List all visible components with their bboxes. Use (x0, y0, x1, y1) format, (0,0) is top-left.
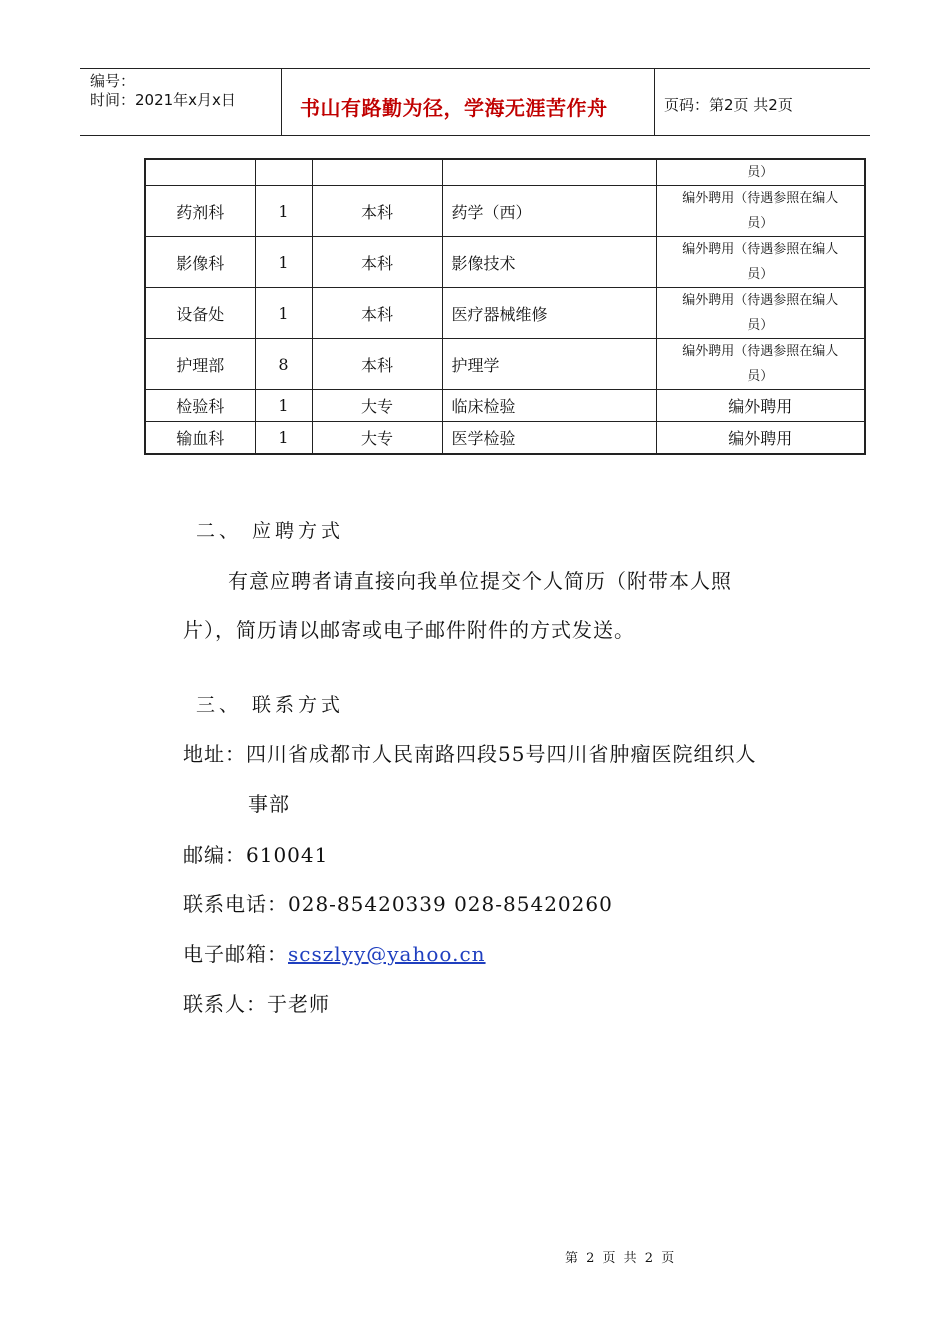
note-line2: 员） (747, 369, 774, 384)
section2-line1: 有意应聘者请直接向我单位提交个人简历（附带本人照 (228, 569, 732, 593)
edu-cell: 本科 (312, 339, 442, 390)
dept-cell: 检验科 (145, 390, 255, 422)
table-row (145, 422, 865, 454)
edu-cell: 本科 (312, 288, 442, 339)
note-cell: 编外聘用 (656, 422, 865, 454)
count-cell: 1 (255, 186, 312, 237)
section2-line2: 片），简历请以邮寄或电子邮件附件的方式发送。 (183, 618, 635, 642)
count-cell: 8 (255, 339, 312, 390)
doc-date: 时间：2021年x月x日 (90, 91, 236, 109)
email-label: 电子邮箱： (183, 942, 288, 966)
major-cell: 医疗器械维修 (442, 288, 656, 339)
table-row (145, 288, 865, 339)
email-row (183, 938, 486, 967)
recruitment-table (144, 158, 866, 455)
header-motto: 书山有路勤为径，学海无涯苦作舟 (300, 96, 608, 120)
note-cell (656, 339, 865, 390)
note-line1: 编外聘用（待遇参照在编人 (682, 242, 839, 257)
postcode: 邮编：610041 (183, 843, 329, 867)
contact-person: 联系人：于老师 (183, 992, 330, 1016)
address-line2: 事部 (248, 792, 290, 816)
header-bottom-rule (80, 135, 870, 136)
dept-cell: 护理部 (145, 339, 255, 390)
note-line1: 编外聘用（待遇参照在编人 (682, 191, 839, 206)
table-row-continuation (145, 159, 865, 186)
dept-cell: 影像科 (145, 237, 255, 288)
section2-heading: 二、 应聘方式 (196, 520, 345, 542)
note-line1: 编外聘用（待遇参照在编人 (682, 293, 839, 308)
note-line2: 员） (747, 216, 774, 231)
major-cell: 护理学 (442, 339, 656, 390)
note-line2: 员） (747, 318, 774, 333)
count-cell: 1 (255, 237, 312, 288)
dept-cell: 设备处 (145, 288, 255, 339)
header-divider-left (281, 68, 282, 136)
address-line1: 地址：四川省成都市人民南路四段55号四川省肿瘤医院组织人 (183, 742, 757, 766)
note-continuation: 员） (656, 159, 865, 186)
major-cell: 医学检验 (442, 422, 656, 454)
header-divider-right (654, 68, 655, 136)
major-cell: 影像技术 (442, 237, 656, 288)
note-cell (656, 288, 865, 339)
edu-cell: 大专 (312, 422, 442, 454)
edu-cell: 本科 (312, 237, 442, 288)
note-cell: 编外聘用 (656, 390, 865, 422)
page-footer: 第 2 页 共 2 页 (565, 1251, 677, 1266)
edu-cell: 大专 (312, 390, 442, 422)
count-cell: 1 (255, 390, 312, 422)
table-row (145, 390, 865, 422)
count-cell: 1 (255, 422, 312, 454)
major-cell: 临床检验 (442, 390, 656, 422)
header-page-info: 页码：第2页 共2页 (664, 96, 793, 114)
doc-number-label: 编号： (90, 72, 136, 90)
table-row (145, 186, 865, 237)
major-cell: 药学（西） (442, 186, 656, 237)
note-line1: 编外聘用（待遇参照在编人 (682, 344, 839, 359)
note-line2: 员） (747, 267, 774, 282)
table-row (145, 237, 865, 288)
note-cell (656, 186, 865, 237)
dept-cell: 药剂科 (145, 186, 255, 237)
edu-cell: 本科 (312, 186, 442, 237)
dept-cell: 输血科 (145, 422, 255, 454)
header-top-rule (80, 68, 870, 69)
section3-heading: 三、 联系方式 (196, 694, 345, 716)
phone: 联系电话：028-85420339 028-85420260 (183, 892, 613, 916)
count-cell: 1 (255, 288, 312, 339)
email-link[interactable]: scszlyy@yahoo.cn (288, 942, 486, 966)
note-cell (656, 237, 865, 288)
table-row (145, 339, 865, 390)
